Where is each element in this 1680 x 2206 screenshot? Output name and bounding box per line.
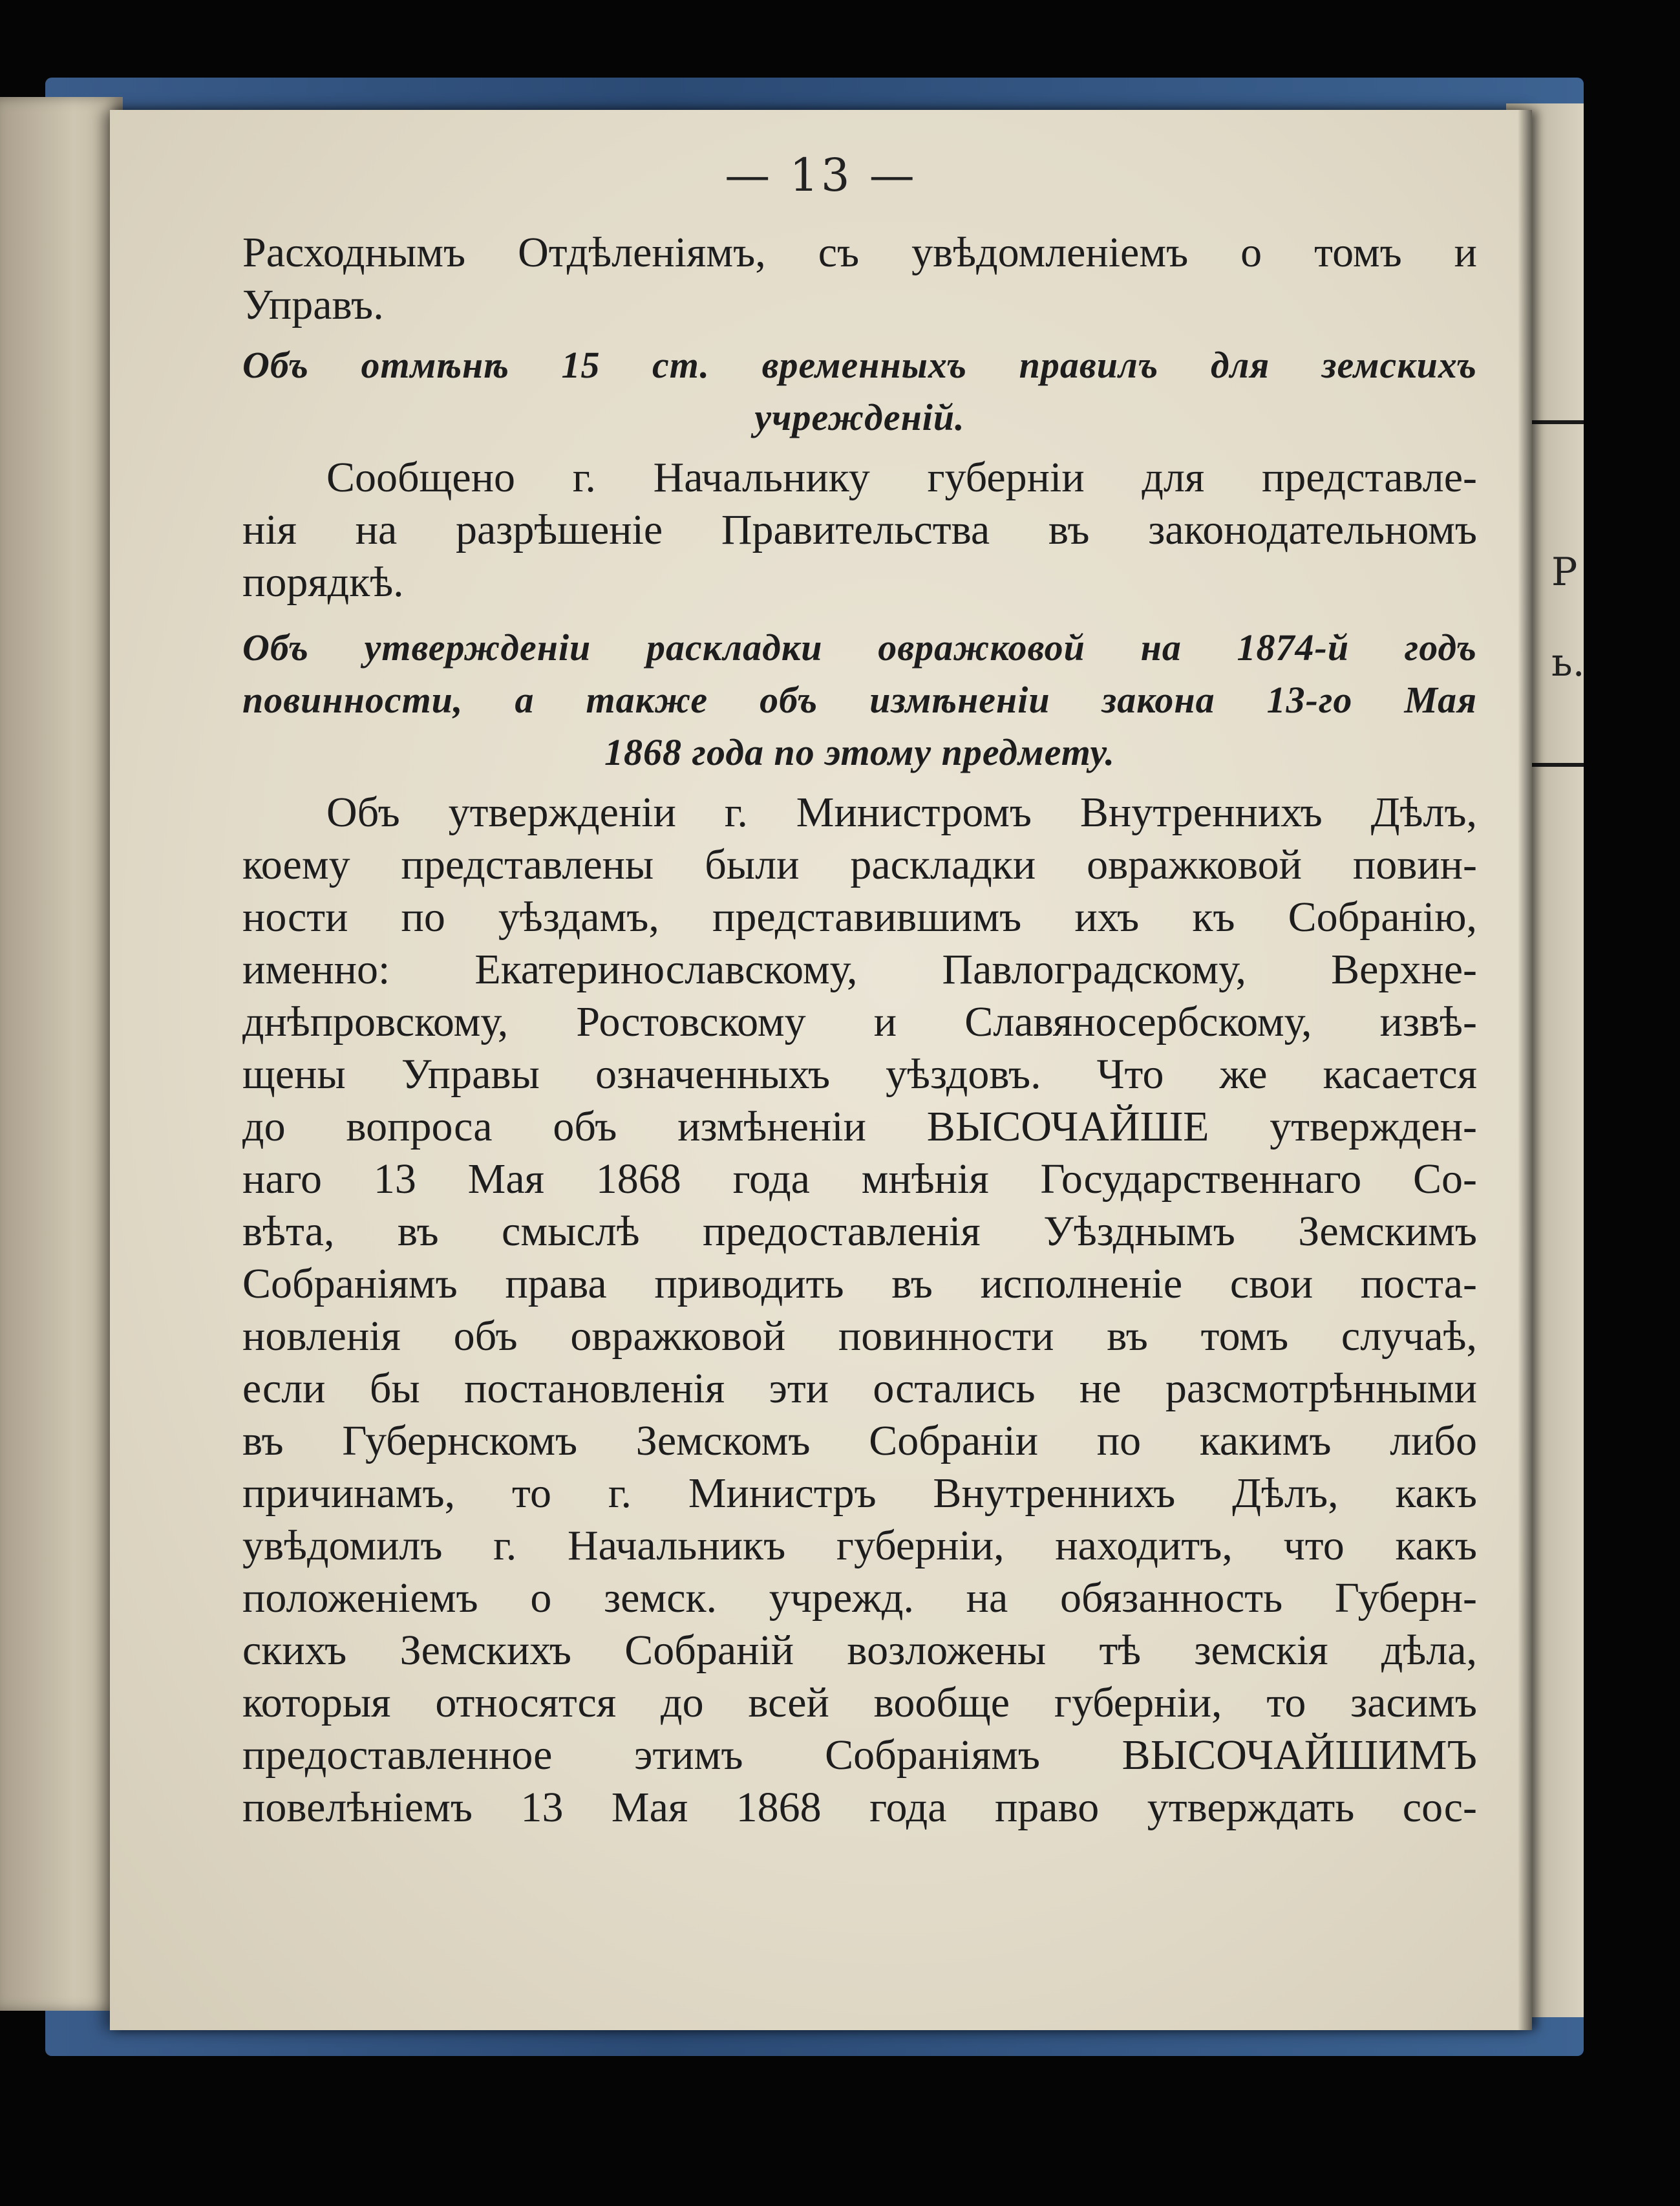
text-line: Сообщено г. Начальнику губерніи для представле- [326, 454, 1477, 501]
document-page [110, 110, 1532, 2030]
text-line: Собраніямъ права приводить въ исполненіе свои поста- [242, 1260, 1477, 1307]
text-line: положеніемъ о земск. учрежд. на обязанность Губерн- [242, 1574, 1477, 1622]
text-line: Расходнымъ Отдѣленіямъ, съ увѣдомленіемъ о томъ и [242, 229, 1477, 276]
text-line: Объ утвержденіи г. Министромъ Внутреннихъ Дѣлъ, [326, 789, 1477, 836]
text-line: наго 13 Мая 1868 года мнѣнія Государственнаго Со- [242, 1155, 1477, 1203]
page-edge-shadow [1518, 110, 1532, 2030]
text-line: порядкѣ. [242, 559, 404, 606]
text-line: коему представлены были раскладки овражковой повин- [242, 841, 1477, 888]
page-text [242, 226, 1477, 1834]
text-line: щены Управы означенныхъ уѣздовъ. Что же касается [242, 1051, 1477, 1098]
section-heading-line: учрежденій. [754, 396, 965, 438]
previous-page-edge [0, 97, 123, 2011]
text-line: если бы постановленія эти остались не разсмотрѣнными [242, 1365, 1477, 1412]
text-line: въ Губернскомъ Земскомъ Собраніи по какимъ либо [242, 1417, 1477, 1464]
text-line: нія на разрѣшеніе Правительства въ законодательномъ [242, 506, 1477, 553]
text-line: причинамъ, то г. Министръ Внутреннихъ Дѣлъ, какъ [242, 1470, 1477, 1517]
section-heading-line: повинности, а также объ измѣненіи закона 13-го Мая [242, 679, 1477, 721]
section-heading-line: 1868 года по этому предмету. [604, 731, 1115, 773]
text-line: Управъ. [242, 281, 384, 328]
text-line: предоставленное этимъ Собраніямъ ВЫСОЧАЙШИМЪ [242, 1731, 1477, 1779]
text-line: днѣпровскому, Ростовскому и Славяносербскому, извѣ- [242, 998, 1477, 1045]
text-line: которыя относятся до всей вообще губерніи, то засимъ [242, 1679, 1477, 1726]
page-number: — 13 — [725, 149, 917, 202]
section-heading-line: Объ отмѣнѣ 15 ст. временныхъ правилъ для земскихъ [242, 344, 1477, 386]
text-line: до вопроса объ измѣненіи ВЫСОЧАЙШЕ утвержден- [242, 1103, 1477, 1150]
text-line: новленія объ овражковой повинности въ томъ случаѣ, [242, 1312, 1477, 1360]
next-page-fragment: ь. [1551, 640, 1585, 685]
text-line: ности по уѣздамъ, представившимъ ихъ къ Собранію, [242, 894, 1477, 941]
next-page-fragment: Р [1551, 550, 1578, 595]
section-heading-line: Объ утвержденіи раскладки овражковой на 1874-й годъ [242, 626, 1477, 669]
text-line: именно: Екатеринославскому, Павлоградскому, Верхне- [242, 946, 1477, 993]
text-line: увѣдомилъ г. Начальникъ губерніи, находитъ, что какъ [242, 1522, 1477, 1569]
text-line: скихъ Земскихъ Собраній возложены тѣ земскія дѣла, [242, 1627, 1477, 1674]
text-line: повелѣніемъ 13 Мая 1868 года право утверждать сос- [242, 1784, 1477, 1831]
text-line: вѣта, въ смыслѣ предоставленія Уѣзднымъ Земскимъ [242, 1208, 1477, 1255]
